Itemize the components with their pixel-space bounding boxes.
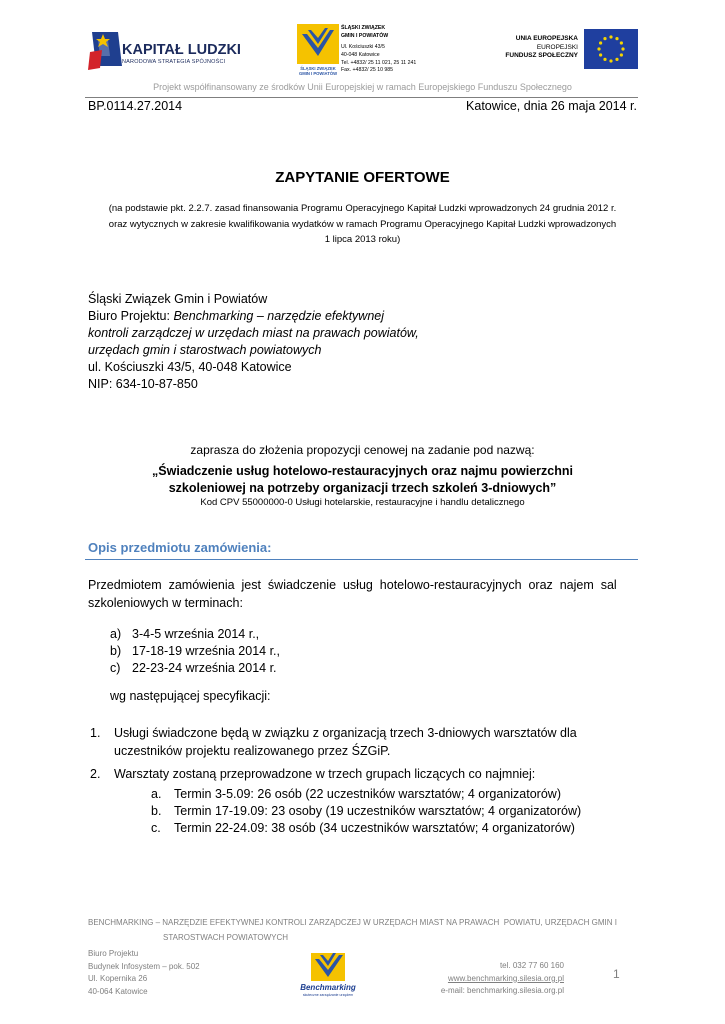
footer-office-line-1: Biuro Projektu [88,949,139,958]
intro-line-1: Przedmiotem zamówienia jest świadczenie usług hotelowo-restauracyjnych oraz najem sal [88,578,617,592]
eu-star-icon [621,47,624,50]
footer-tel: tel. 032 77 60 160 [499,961,564,970]
eu-star-icon [615,37,618,40]
sender-address [88,291,419,393]
footer-office-line-4: 40-064 Katowice [88,986,148,996]
group-text: Termin 17-19.09: 23 osoby (19 uczestników warsztatów; 4 organizatorów) [174,804,582,818]
numbered-item [90,724,640,760]
document-title: ZAPYTANIE OFERTOWE [275,169,450,186]
specification-intro: wg następującej specyfikacji: [110,689,271,703]
group-text: Termin 3-5.09: 26 osób (22 uczestników warsztatów; 4 organizatorów) [174,787,561,801]
szgip-name-line-2: GMIN I POWIATÓW [341,32,389,39]
kapital-ludzki-subtitle: NARODOWA STRATEGIA SPÓJNOŚCI [122,59,226,65]
kapital-ludzki-title: KAPITAŁ LUDZKI [122,42,241,58]
szgip-contact [341,44,451,75]
group-item [151,821,575,835]
szgip-tel: Tel. +4832/ 25 11 021, 25 11 241 [341,59,417,66]
group-text: Termin 22-24.09: 38 osób (34 uczestników warsztatów; 4 organizatorów) [174,821,575,835]
eu-label-line-1: UNIA EUROPEJSKA [515,35,578,42]
szgip-logo-icon [297,24,339,78]
header-divider [85,97,638,98]
term-item [110,661,277,675]
group-label: a. [151,787,162,801]
cpv-code: Kod CPV 55000000-0 Usługi hotelarskie, restauracyjne i handlu detalicznego [200,497,525,508]
numbered-item [90,765,640,783]
benchmarking-logo-name: Benchmarking [300,983,356,992]
task-name-line-1: „Świadczenie usług hotelowo-restauracyjnych oraz najmu powierzchni [152,464,573,478]
invitation-text: zaprasza do złożenia propozycji cenowej na zadanie pod nazwą: [190,443,535,457]
project-name-1: Benchmarking – narzędzie efektywnej [173,309,384,323]
group-item [151,787,561,801]
eu-star-icon [615,58,618,61]
item-number: 1. [90,726,101,740]
szgip-address: Ul. Kościuszki 43/5 [341,44,385,50]
footer-project-name [88,915,638,945]
term-item [110,627,259,641]
eu-star-icon [603,58,606,61]
task-name [0,463,725,497]
intro-paragraph [88,576,638,612]
project-name-2: kontroli zarządczej w urzędach miast na prawach powiatów, [88,326,419,340]
group-item [151,804,581,818]
eu-star-icon [597,47,600,50]
term-text: 17-18-19 września 2014 r., [132,644,281,658]
footer-project-line-1: BENCHMARKING – NARZĘDZIE EFEKTYWNEJ KONTROLI ZARZĄDCZEJ W URZĘDACH MIAST NA PRAWACH POWIATU, URZĘDACH GMIN I [88,918,617,927]
document-date: Katowice, dnia 26 maja 2014 r. [466,99,637,113]
page-number: 1 [613,967,620,981]
szgip-name-line-1: ŚLĄSKI ZWIĄZEK [341,25,386,31]
eu-star-icon [599,53,602,56]
item-number: 2. [90,767,101,781]
term-text: 22-23-24 września 2014 r. [132,661,277,675]
sender-organization: Śląski Związek Gmin i Powiatów [88,292,268,306]
footer-email: e-mail: benchmarking.silesia.org.pl [440,986,564,995]
szgip-fax: Fax. +4832/ 25 10 985 [341,67,394,74]
eu-star-icon [620,53,623,56]
eu-label-line-2: EUROPEJSKI [536,43,578,51]
szgip-name [341,25,411,40]
term-item [110,644,280,658]
eu-star-icon [609,59,612,62]
eu-star-icon [609,35,612,38]
szgip-logo-text-2: GMIN I POWIATÓW [298,71,338,76]
sender-nip: NIP: 634-10-87-850 [88,377,198,391]
eu-flag-icon [584,29,638,69]
section-divider [85,559,638,560]
eu-label-line-3: FUNDUSZ SPOŁECZNY [505,52,578,59]
footer-office-address [88,948,200,998]
eu-fund-label [492,35,578,61]
item-text: Warsztaty zostaną przeprowadzone w trzech grupach liczących co najmniej: [114,767,536,781]
legal-basis-line-1: (na podstawie pkt. 2.2.7. zasad finansowania Programu Operacyjnego Kapitał Ludzki wprowadzonych 24 grudnia 2012 r. [108,203,617,214]
term-label: a) [110,627,122,641]
legal-basis-line-3: 1 lipca 2013 roku) [324,234,401,245]
section-heading: Opis przedmiotu zamówienia: [88,540,272,555]
footer-contact [441,960,564,998]
eu-star-icon [599,41,602,44]
szgip-logo-text-1: ŚLĄSKI ZWIĄZEK [300,66,336,71]
eu-star-icon [620,41,623,44]
legal-basis-line-2: oraz wytycznych w zakresie kwalifikowania wydatków w ramach Programu Operacyjnego Kapitał Ludzki wprowadzonych [108,218,617,230]
intro-line-2: szkoleniowych w terminach: [88,596,243,610]
eu-star-icon [603,37,606,40]
footer-project-line-2: STAROSTWACH POWIATOWYCH [163,933,289,942]
szgip-city: 40-048 Katowice [341,51,380,58]
group-label: c. [151,821,161,835]
bureau-prefix: Biuro Projektu: [88,309,174,323]
sender-street: ul. Kościuszki 43/5, 40-048 Katowice [88,360,292,374]
item-text: Usługi świadczone będą w związku z organizacją trzech 3-dniowych warsztatów dla uczestników projektu realizowanego przez ŚZGiP. [114,726,577,758]
legal-basis [90,201,635,248]
term-label: c) [110,661,121,675]
group-label: b. [151,804,162,818]
term-text: 3-4-5 września 2014 r., [132,627,260,641]
footer-office-line-2: Budynek Infosystem – pok. 502 [88,961,200,971]
project-name-3: urzędach gmin i starostwach powiatowych [88,343,322,357]
footer-office-line-3: Ul. Kopernika 26 [88,974,148,983]
benchmarking-logo-tagline: skuteczne zarządzanie urzędem [302,993,354,997]
reference-number: BP.0114.27.2014 [88,99,183,113]
term-label: b) [110,644,122,658]
project-cofinancing-line: Projekt współfinansowany ze środków Unii Europejskiej w ramach Europejskiego Funduszu Społecznego [153,82,572,92]
project-bureau [88,308,419,325]
footer-website-link[interactable]: www.benchmarking.silesia.org.pl [447,973,564,983]
task-name-line-2: szkoleniowej na potrzeby organizacji trzech szkoleń 3-dniowych” [168,481,557,495]
